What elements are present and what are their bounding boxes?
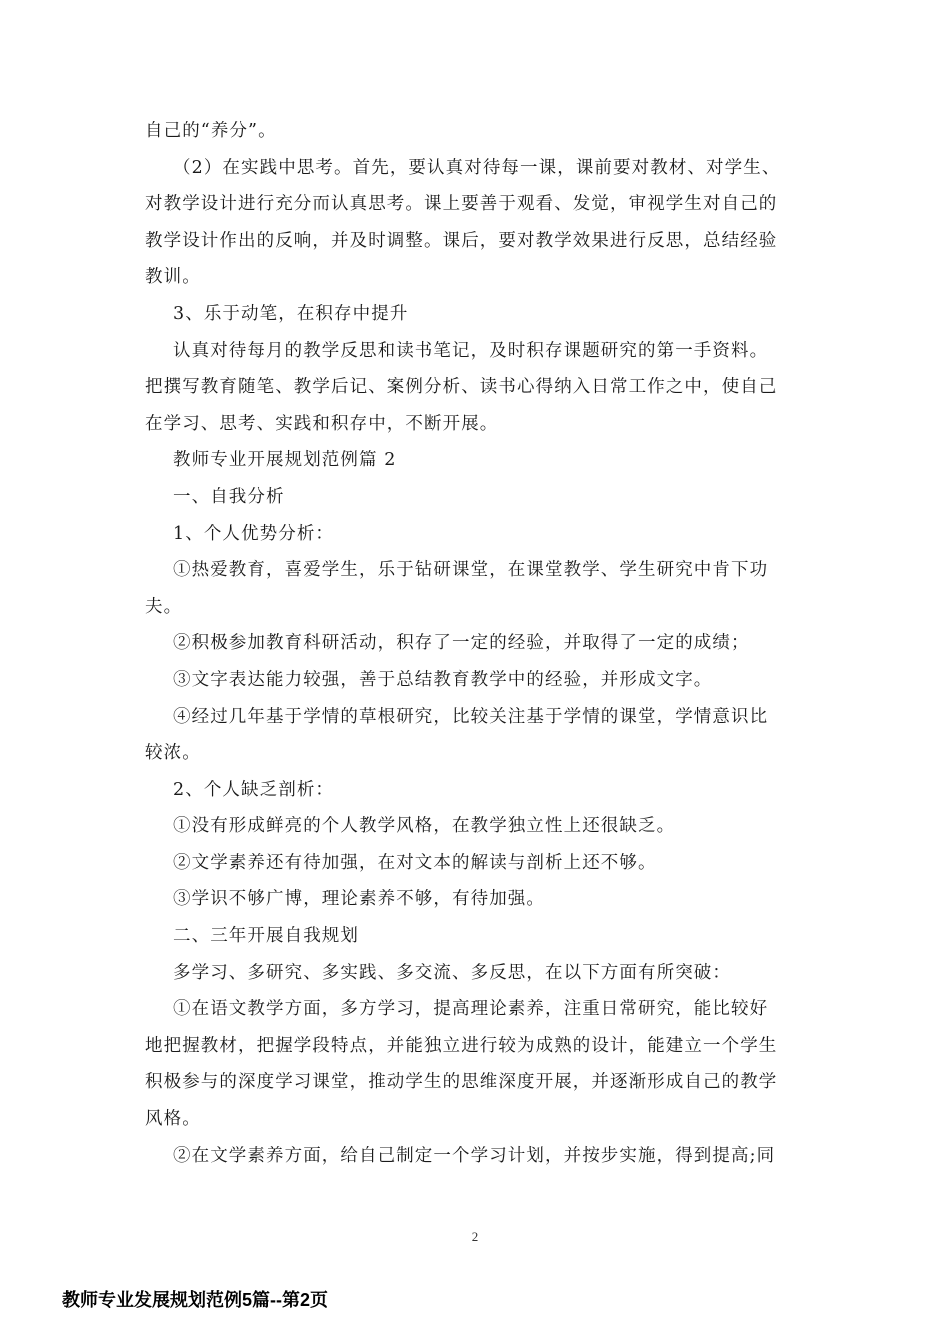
text-line: ①没有形成鲜亮的个人教学风格，在教学独立性上还很缺乏。 (173, 816, 676, 837)
text-line: ③学识不够广博，理论素养不够，有待加强。 (173, 889, 545, 910)
text-line: ①热爱教育，喜爱学生，乐于钻研课堂，在课堂教学、学生研究中肯下功 (173, 560, 769, 581)
text-line: ②文学素养还有待加强，在对文本的解读与剖析上还不够。 (173, 852, 657, 873)
text-line: 教训。 (145, 267, 201, 288)
body-text (145, 113, 805, 1174)
text-line: 较浓。 (145, 743, 201, 764)
footer-title: 教师专业发展规划范例5篇--第2页 (62, 1290, 329, 1310)
text-line: 积极参与的深度学习课堂，推动学生的思维深度开展，并逐渐形成自己的教学 (145, 1072, 778, 1093)
text-line: 夫。 (145, 596, 183, 617)
text-line: （2）在实践中思考。首先，要认真对待每一课，课前要对教材、对学生、 (173, 157, 781, 178)
text-line: 多学习、多研究、多实践、多交流、多反思，在以下方面有所突破： (173, 962, 731, 983)
text-line: 对教学设计进行充分而认真思考。课上要善于观看、发觉，审视学生对自己的 (145, 194, 778, 215)
text-line: 把撰写教育随笔、教学后记、案例分析、读书心得纳入日常工作之中，使自己 (145, 377, 778, 398)
text-line: 认真对待每月的教学反思和读书笔记，及时积存课题研究的第一手资料。 (173, 340, 769, 361)
text-line: ③文字表达能力较强，善于总结教育教学中的经验，并形成文字。 (173, 669, 713, 690)
text-line: 一、自我分析 (173, 486, 285, 507)
text-line: 风格。 (145, 1109, 201, 1130)
text-line: 教师专业开展规划范例篇 2 (173, 450, 397, 471)
text-line: ②在文学素养方面，给自己制定一个学习计划，并按步实施，得到提高;同 (173, 1145, 776, 1166)
text-line: 1、个人优势分析： (173, 523, 335, 544)
text-line: 地把握教材，把握学段特点，并能独立进行较为成熟的设计，能建立一个学生 (145, 1035, 778, 1056)
text-line: 2、个人缺乏剖析： (173, 779, 335, 800)
text-line: ②积极参加教育科研活动，积存了一定的经验，并取得了一定的成绩； (173, 633, 750, 654)
text-line: 在学习、思考、实践和积存中，不断开展。 (145, 413, 499, 434)
text-line: ①在语文教学方面，多方学习，提高理论素养，注重日常研究，能比较好 (173, 999, 769, 1020)
text-line: 教学设计作出的反响，并及时调整。课后，要对教学效果进行反思，总结经验 (145, 230, 778, 251)
text-line: 自己的“养分”。 (145, 121, 277, 141)
text-line: ④经过几年基于学情的草根研究，比较关注基于学情的课堂，学情意识比 (173, 706, 769, 727)
text-line: 二、三年开展自我规划 (173, 926, 359, 947)
text-line: 3、乐于动笔，在积存中提升 (173, 303, 409, 324)
page-number: 2 (471, 1229, 479, 1244)
